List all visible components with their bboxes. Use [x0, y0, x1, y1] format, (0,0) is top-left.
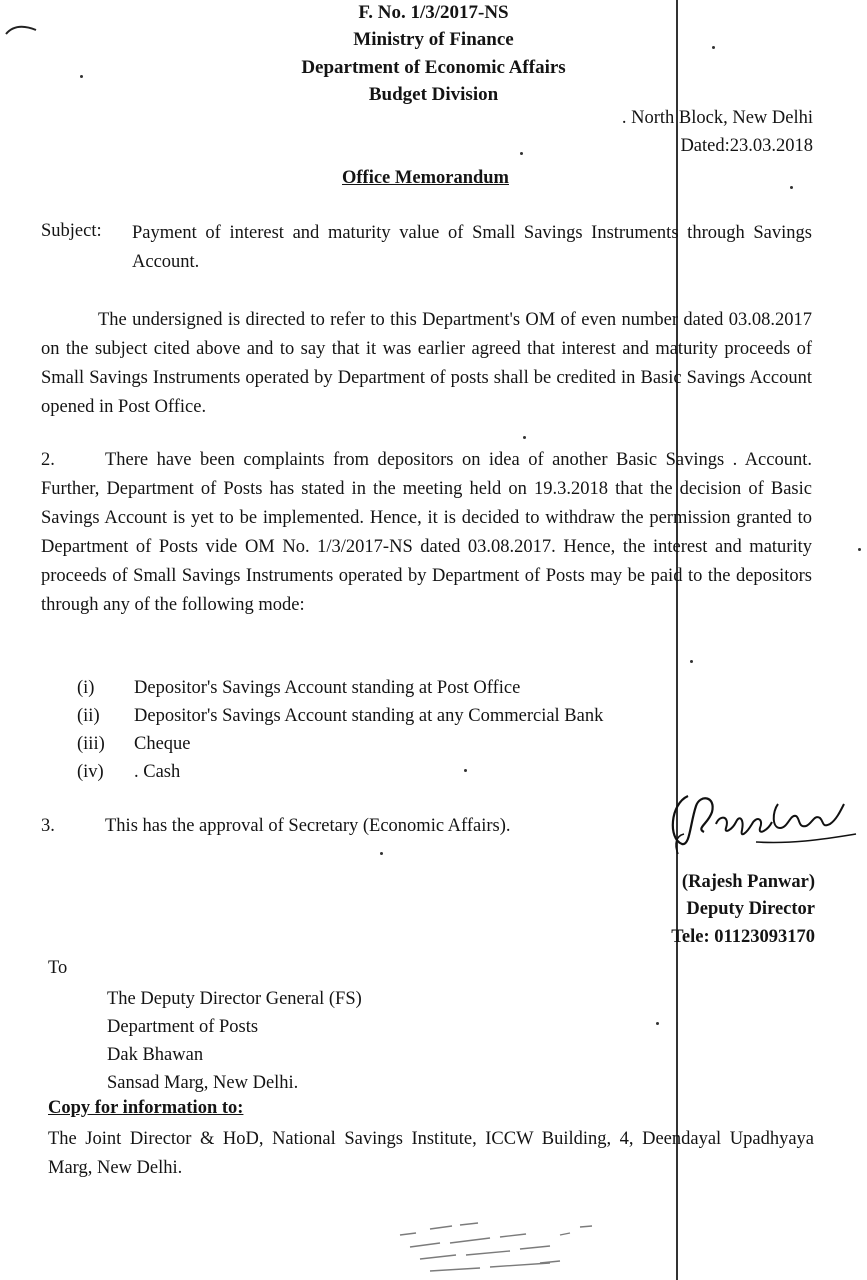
- signature-graphic: [660, 784, 860, 864]
- signatory-name: (Rajesh Panwar): [681, 872, 815, 892]
- scan-speck: [80, 75, 83, 78]
- copy-heading: Copy for information to:: [48, 1098, 244, 1118]
- mode-item: [77, 674, 520, 703]
- ministry-name: Ministry of Finance: [353, 29, 514, 50]
- mode-number: (iv): [77, 762, 104, 782]
- signatory-telephone: Tele: 01123093170: [671, 927, 815, 947]
- scan-speck: [858, 548, 861, 551]
- stamp-smudge: [390, 1215, 620, 1279]
- file-number: F. No. 1/3/2017-NS: [358, 2, 509, 23]
- scan-speck: [464, 769, 467, 772]
- copy-recipient: The Joint Director & HoD, National Savings Institute, ICCW Building, 4, Deendayal Upadhyaya Marg, New Delhi.: [48, 1129, 814, 1178]
- paragraph-2-number: 2.: [41, 450, 55, 470]
- office-location: . North Block, New Delhi: [621, 108, 813, 128]
- mode-text: Cheque: [134, 734, 191, 754]
- mode-text: Depositor's Savings Account standing at any Commercial Bank: [134, 706, 604, 726]
- subject-label: Subject:: [41, 221, 102, 241]
- to-label: To: [48, 958, 68, 978]
- paragraph-2: [41, 446, 812, 620]
- signatory-designation: Deputy Director: [686, 899, 815, 919]
- scan-speck: [790, 186, 793, 189]
- scan-speck: [690, 660, 693, 663]
- subject-text: Payment of interest and maturity value of Small Savings Instruments through Savings Account.: [132, 223, 812, 272]
- addressee-line: Sansad Marg, New Delhi.: [107, 1073, 299, 1093]
- paragraph-3: [41, 816, 511, 837]
- mode-item: [77, 702, 603, 731]
- paragraph-1: The undersigned is directed to refer to this Department's OM of even number dated 03.08.2017 on the subject cited above and to say that it was earlier agreed that interest and maturity proceeds of Small Savings Instruments operated by Department of posts shall be credited in Basic Savings Account opened in Post Office.: [41, 310, 812, 417]
- addressee-line: Dak Bhawan: [107, 1045, 204, 1065]
- addressee-line: Department of Posts: [107, 1017, 259, 1037]
- mode-text: Depositor's Savings Account standing at Post Office: [134, 678, 521, 698]
- paragraph-3-text: This has the approval of Secretary (Economic Affairs).: [105, 816, 511, 836]
- memo-date: Dated:23.03.2018: [680, 136, 813, 156]
- addressee-line: The Deputy Director General (FS): [107, 989, 362, 1009]
- scan-speck: [712, 46, 715, 49]
- scan-speck: [380, 852, 383, 855]
- mode-text: . Cash: [134, 762, 181, 782]
- mode-item: [77, 758, 180, 787]
- division-name: Budget Division: [368, 84, 499, 105]
- mode-number: (ii): [77, 706, 100, 726]
- mode-item: [77, 730, 191, 759]
- paragraph-3-number: 3.: [41, 816, 55, 836]
- mode-number: (iii): [77, 734, 105, 754]
- scan-speck: [656, 1022, 659, 1025]
- mode-number: (i): [77, 678, 95, 698]
- paragraph-2-text: There have been complaints from depositors on idea of another Basic Savings . Account. Further, Department of Posts has stated in the meeting held on 19.3.2018 that the decision of Basic Savings Account is yet to be implemented. Hence, it is decided to withdraw the permission granted to Department of Posts vide OM No. 1/3/2017-NS dated 03.08.2017. Hence, the interest and maturity proceeds of Small Savings Instruments operated by Department of Posts may be paid to the depositors through any of the following mode:: [41, 450, 812, 615]
- scan-speck: [523, 436, 526, 439]
- scan-speck: [520, 152, 523, 155]
- department-name: Department of Economic Affairs: [301, 57, 566, 78]
- scan-artifact-line: [676, 0, 678, 1280]
- memo-title: Office Memorandum: [342, 168, 509, 188]
